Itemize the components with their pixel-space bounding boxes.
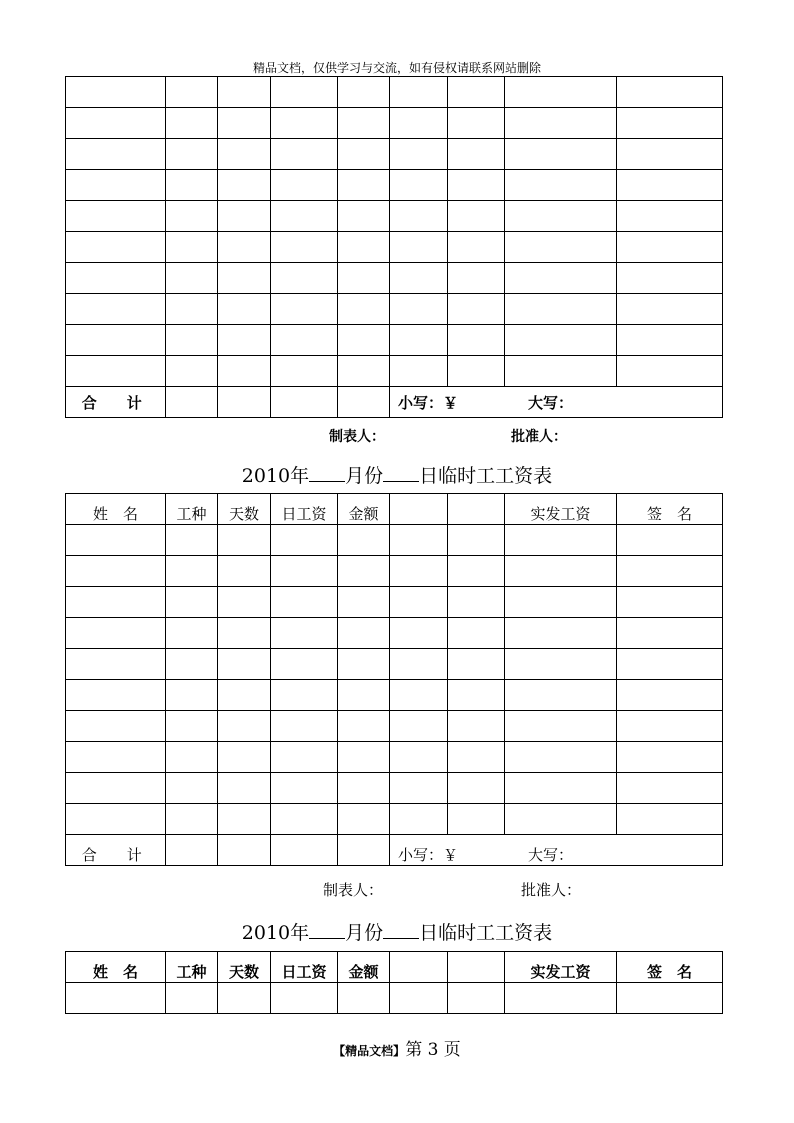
total-large-label: 大写： (528, 846, 574, 864)
col-amount: 金额 (338, 494, 390, 525)
table-row (66, 356, 723, 387)
table-row (66, 201, 723, 232)
table-row (66, 77, 723, 108)
col-blank-1 (390, 494, 448, 525)
table-row (66, 983, 723, 1014)
col-job: 工种 (166, 952, 218, 983)
prepared-by-label: 制表人： (323, 881, 384, 899)
table-header-row (66, 952, 723, 983)
prepared-by-label: 制表人： (329, 429, 385, 445)
page-title (0, 461, 794, 488)
table-row (66, 325, 723, 356)
day-blank (383, 463, 419, 482)
col-signature: 签 名 (617, 494, 723, 525)
month-blank (309, 463, 345, 482)
col-name: 姓 名 (66, 952, 166, 983)
title-day-suffix: 日临时工工资表 (419, 922, 553, 944)
total-row (66, 387, 723, 418)
table-row (66, 108, 723, 139)
col-blank-1 (390, 952, 448, 983)
total-amount-cell (390, 387, 723, 418)
total-large-label: 大写： (528, 393, 574, 412)
footer-tag: 【精品文档】 (333, 1044, 406, 1058)
payroll-table-1 (65, 76, 723, 418)
col-signature: 签 名 (617, 952, 723, 983)
table-row (66, 804, 723, 835)
table-row (66, 139, 723, 170)
table-row (66, 294, 723, 325)
col-days: 天数 (218, 494, 271, 525)
table-row (66, 170, 723, 201)
col-net-pay: 实发工资 (505, 494, 617, 525)
approved-by-label: 批准人： (511, 429, 567, 445)
page-number: 第 3 页 (405, 1040, 461, 1060)
col-daily-wage: 日工资 (271, 952, 338, 983)
col-net-pay: 实发工资 (505, 952, 617, 983)
total-row (66, 835, 723, 866)
total-label: 合 计 (66, 387, 166, 418)
approved-by-label: 批准人： (521, 881, 582, 899)
table-row (66, 556, 723, 587)
total-amount-cell (390, 835, 723, 866)
col-blank-2 (448, 952, 505, 983)
total-small-label: 小写：￥ (398, 393, 459, 412)
table-row (66, 742, 723, 773)
col-blank-2 (448, 494, 505, 525)
day-blank (383, 920, 419, 939)
title-day-suffix: 日临时工工资表 (419, 465, 553, 487)
page-footer (0, 1035, 794, 1060)
title-month-suffix: 月份 (345, 922, 384, 944)
col-amount: 金额 (338, 952, 390, 983)
title-year: 2010年 (241, 465, 310, 487)
table-row (66, 232, 723, 263)
month-blank (309, 920, 345, 939)
table-row (66, 618, 723, 649)
title-month-suffix: 月份 (345, 465, 384, 487)
header-note: 精品文档，仅供学习与交流，如有侵权请联系网站删除 (252, 61, 541, 75)
payroll-table-2 (65, 493, 723, 866)
table-row (66, 525, 723, 556)
table-row (66, 711, 723, 742)
page-title (0, 918, 794, 945)
payroll-table-3 (65, 951, 723, 1014)
col-job: 工种 (166, 494, 218, 525)
total-label: 合 计 (66, 835, 166, 866)
title-year: 2010年 (241, 922, 310, 944)
table-row (66, 773, 723, 804)
table-row (66, 680, 723, 711)
table-row (66, 263, 723, 294)
table-header-row (66, 494, 723, 525)
table-row (66, 649, 723, 680)
total-small-label: 小写：￥ (398, 846, 459, 864)
table-row (66, 587, 723, 618)
col-daily-wage: 日工资 (271, 494, 338, 525)
col-days: 天数 (218, 952, 271, 983)
col-name: 姓 名 (66, 494, 166, 525)
